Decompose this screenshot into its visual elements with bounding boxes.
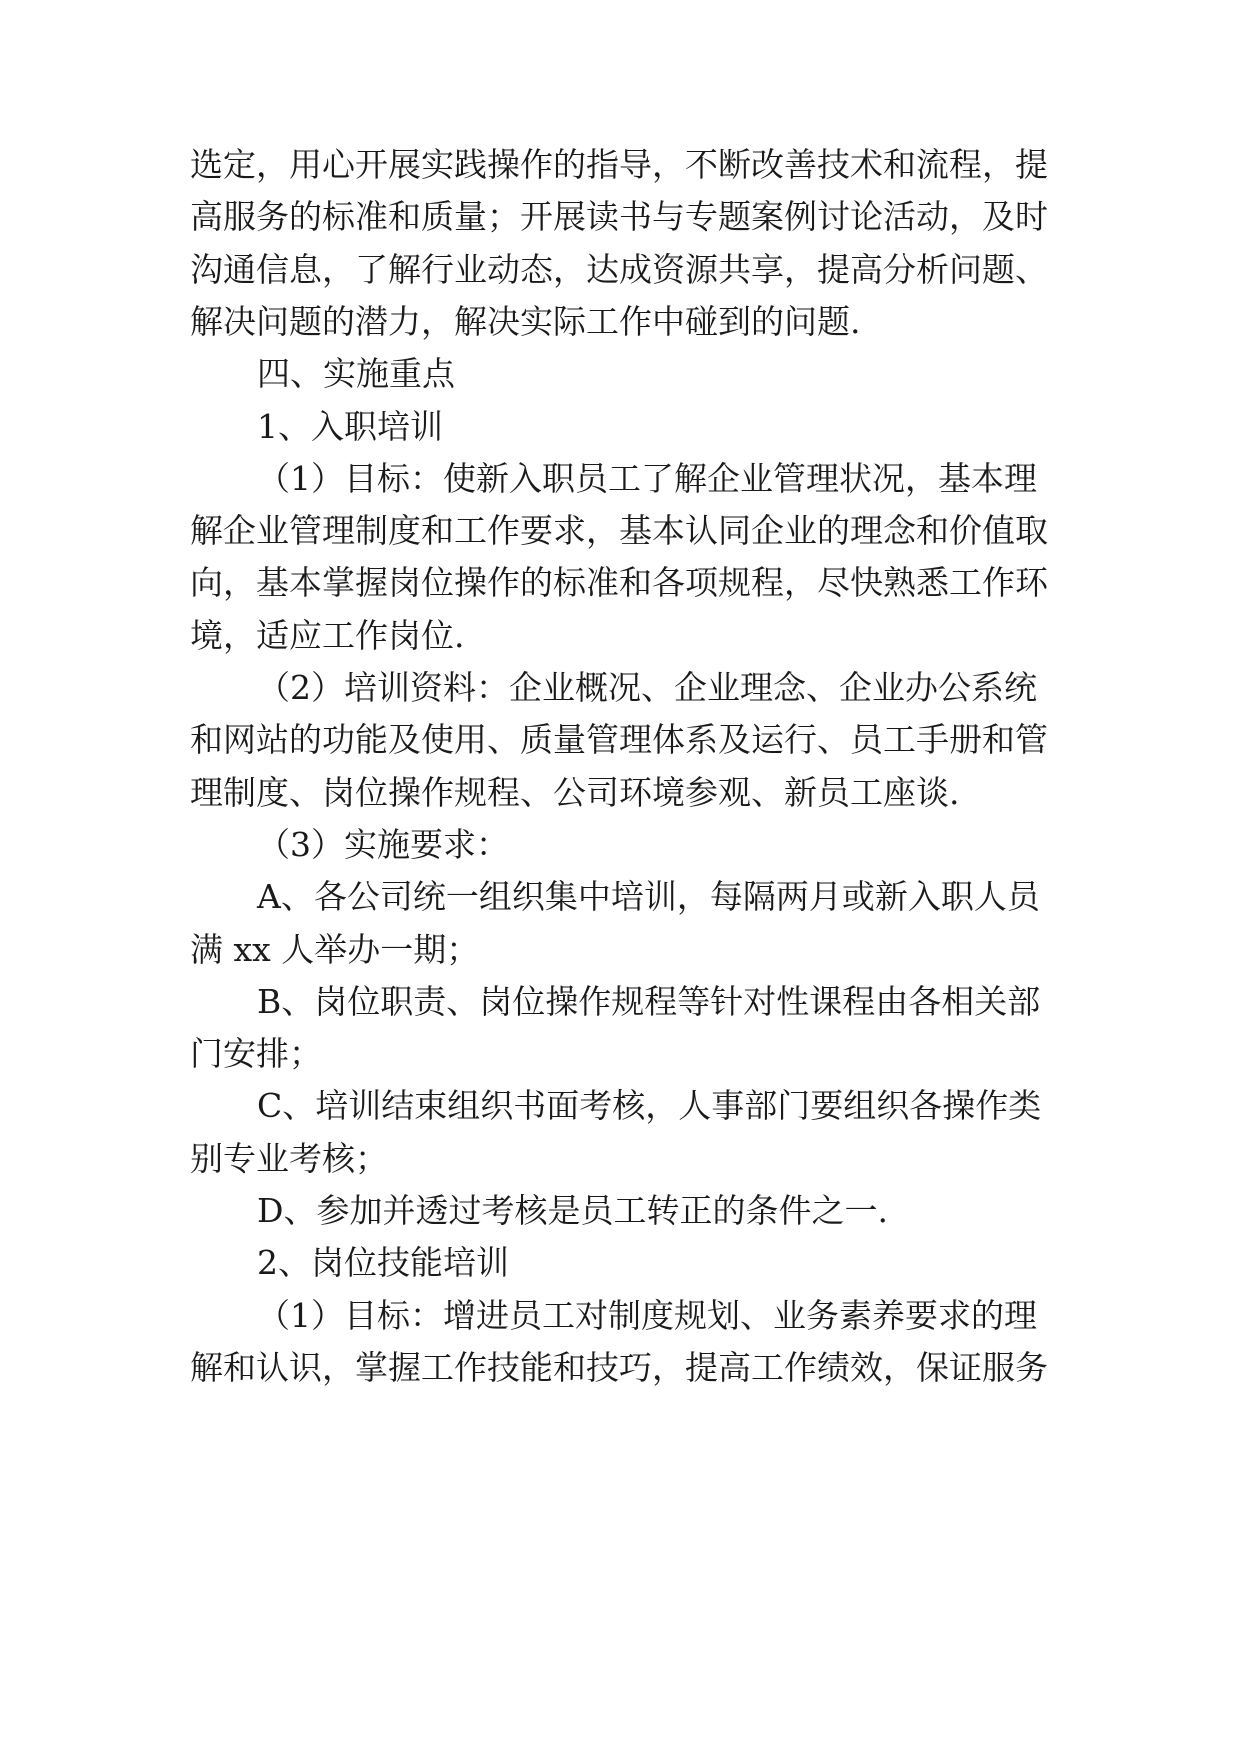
- text-line: A、各公司统一组织集中培训，每隔两月或新入职人员: [257, 877, 1040, 917]
- text-line: 高服务的标准和质量；开展读书与专题案例讨论活动，及时: [190, 197, 1048, 237]
- text-line: 2、岗位技能培训: [257, 1243, 509, 1283]
- text-line: 四、实施重点: [257, 354, 455, 394]
- text-line: 选定，用心开展实践操作的指导，不断改善技术和流程，提: [190, 145, 1048, 184]
- text-line: 解决问题的潜力，解决实际工作中碰到的问题.: [190, 301, 861, 341]
- text-line: 向，基本掌握岗位操作的标准和各项规程，尽快熟悉工作环: [190, 563, 1048, 603]
- text-line: C、培训结束组织书面考核，人事部门要组织各操作类: [257, 1086, 1042, 1126]
- text-line: 理制度、岗位操作规程、公司环境参观、新员工座谈.: [190, 772, 960, 812]
- text-line: D、参加并透过考核是员工转正的条件之一.: [257, 1191, 888, 1230]
- text-line: 境，适应工作岗位.: [190, 615, 465, 655]
- text-line: 解企业管理制度和工作要求，基本认同企业的理念和价值取: [190, 511, 1048, 551]
- text-line: B、岗位职责、岗位操作规程等针对性课程由各相关部: [257, 981, 1041, 1021]
- text-line: （3）实施要求：: [257, 824, 509, 864]
- text-line: 门安排；: [190, 1034, 322, 1074]
- text-line: 满 xx 人举办一期；: [190, 929, 480, 969]
- text-line: 1、入职培训: [257, 406, 443, 446]
- text-line: 和网站的功能及使用、质量管理体系及运行、员工手册和管: [190, 720, 1048, 760]
- text-line: （1）目标：使新入职员工了解企业管理状况，基本理: [257, 458, 1037, 498]
- text-line: 别专业考核；: [190, 1138, 388, 1178]
- text-line: （2）培训资料：企业概况、企业理念、企业办公系统: [257, 668, 1037, 707]
- text-line: 解和认识，掌握工作技能和技巧，提高工作绩效，保证服务: [190, 1347, 1048, 1387]
- text-line: （1）目标：增进员工对制度规划、业务素养要求的理: [257, 1295, 1037, 1335]
- text-line: 沟通信息，了解行业动态，达成资源共享，提高分析问题、: [190, 249, 1048, 289]
